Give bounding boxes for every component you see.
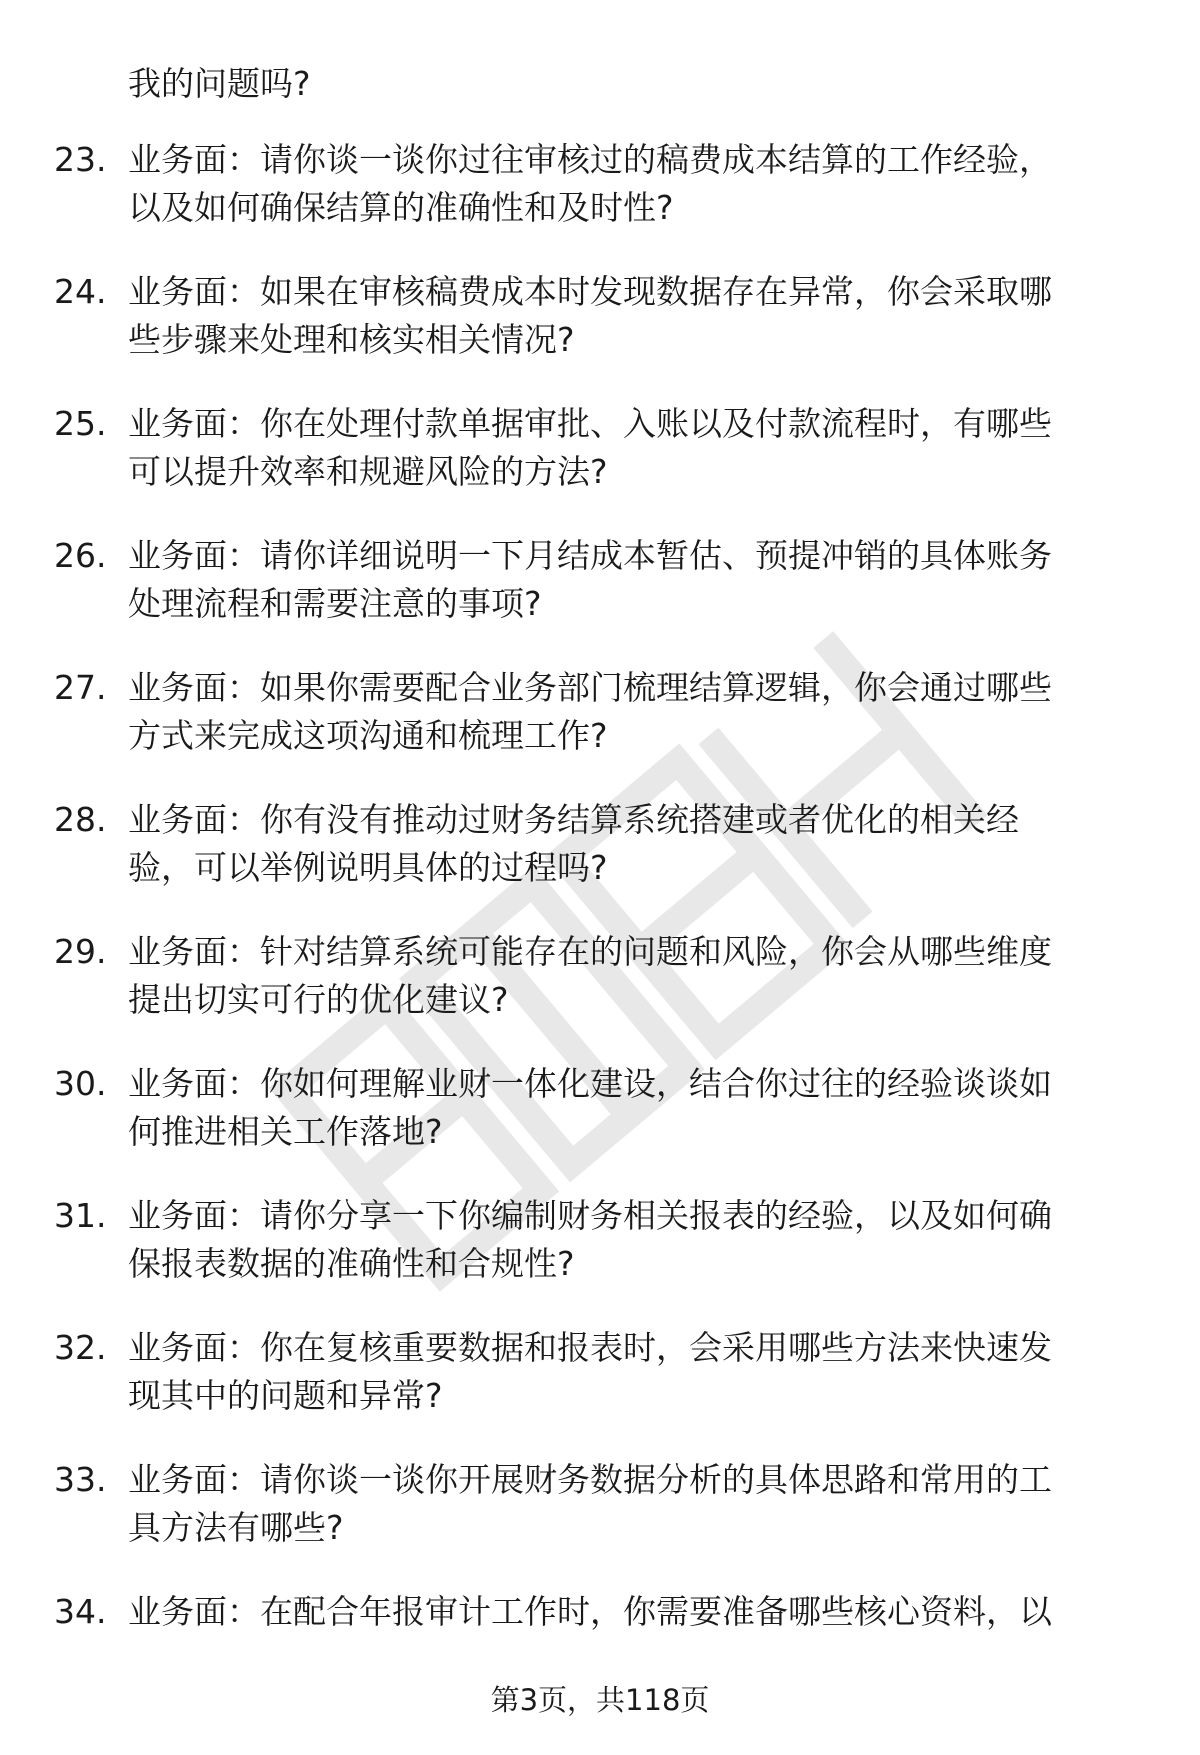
question-text <box>128 664 1148 760</box>
question-text-line: 可以提升效率和规避风险的方法? <box>128 452 608 491</box>
question-text-line: 现其中的问题和异常? <box>128 1376 443 1415</box>
question-item <box>0 136 1200 268</box>
question-number: 24. <box>54 272 107 311</box>
question-item <box>0 1060 1200 1192</box>
question-text-line: 提出切实可行的优化建议? <box>128 980 509 1019</box>
question-text-line: 具方法有哪些? <box>128 1508 344 1547</box>
question-text-line: 业务面：请你详细说明一下月结成本暂估、预提冲销的具体账务 <box>128 536 1052 575</box>
question-text-line: 业务面：请你分享一下你编制财务相关报表的经验，以及如何确 <box>128 1196 1052 1235</box>
continued-question-text: 我的问题吗? <box>128 64 311 103</box>
question-text-line: 业务面：在配合年报审计工作时，你需要准备哪些核心资料，以 <box>128 1592 1052 1631</box>
question-text <box>128 1456 1148 1552</box>
question-text <box>128 928 1148 1024</box>
question-number: 26. <box>54 536 107 575</box>
question-text-line: 业务面：针对结算系统可能存在的问题和风险，你会从哪些维度 <box>128 932 1052 971</box>
question-text-line: 以及如何确保结算的准确性和及时性? <box>128 188 674 227</box>
question-item <box>0 664 1200 796</box>
question-item <box>0 928 1200 1060</box>
question-text-line: 方式来完成这项沟通和梳理工作? <box>128 716 608 755</box>
question-item <box>0 400 1200 532</box>
question-number: 28. <box>54 800 107 839</box>
question-number: 31. <box>54 1196 107 1235</box>
question-text <box>128 400 1148 496</box>
page-number-footer: 第3页，共118页 <box>490 1683 710 1717</box>
question-text-line: 业务面：你如何理解业财一体化建设，结合你过往的经验谈谈如 <box>128 1064 1052 1103</box>
question-text <box>128 1192 1148 1288</box>
question-item <box>0 268 1200 400</box>
question-number: 33. <box>54 1460 107 1499</box>
question-item <box>0 1456 1200 1588</box>
question-text <box>128 268 1148 364</box>
question-text <box>128 136 1148 232</box>
question-number: 27. <box>54 668 107 707</box>
question-text-line: 业务面：请你谈一谈你过往审核过的稿费成本结算的工作经验， <box>128 140 1052 179</box>
question-number: 32. <box>54 1328 107 1367</box>
question-text-line: 些步骤来处理和核实相关情况? <box>128 320 575 359</box>
question-number: 30. <box>54 1064 107 1103</box>
question-text-line: 验，可以举例说明具体的过程吗? <box>128 848 608 887</box>
question-number: 29. <box>54 932 107 971</box>
question-text <box>128 1588 1148 1636</box>
question-item <box>0 532 1200 664</box>
question-list <box>0 136 1200 1720</box>
question-item <box>0 796 1200 928</box>
question-number: 34. <box>54 1592 107 1631</box>
question-text-line: 业务面：如果在审核稿费成本时发现数据存在异常，你会采取哪 <box>128 272 1052 311</box>
question-text-line: 保报表数据的准确性和合规性? <box>128 1244 575 1283</box>
question-text-line: 业务面：你在复核重要数据和报表时，会采用哪些方法来快速发 <box>128 1328 1052 1367</box>
question-text-line: 业务面：请你谈一谈你开展财务数据分析的具体思路和常用的工 <box>128 1460 1052 1499</box>
question-number: 25. <box>54 404 107 443</box>
question-text <box>128 1324 1148 1420</box>
question-text <box>128 1060 1148 1156</box>
question-text-line: 何推进相关工作落地? <box>128 1112 443 1151</box>
question-item <box>0 1192 1200 1324</box>
question-text-line: 业务面：如果你需要配合业务部门梳理结算逻辑，你会通过哪些 <box>128 668 1052 707</box>
question-text-line: 业务面：你在处理付款单据审批、入账以及付款流程时，有哪些 <box>128 404 1052 443</box>
question-item <box>0 1324 1200 1456</box>
question-number: 23. <box>54 140 107 179</box>
question-text <box>128 796 1148 892</box>
question-text-line: 处理流程和需要注意的事项? <box>128 584 542 623</box>
question-text-line: 业务面：你有没有推动过财务结算系统搭建或者优化的相关经 <box>128 800 1019 839</box>
question-text <box>128 532 1148 628</box>
